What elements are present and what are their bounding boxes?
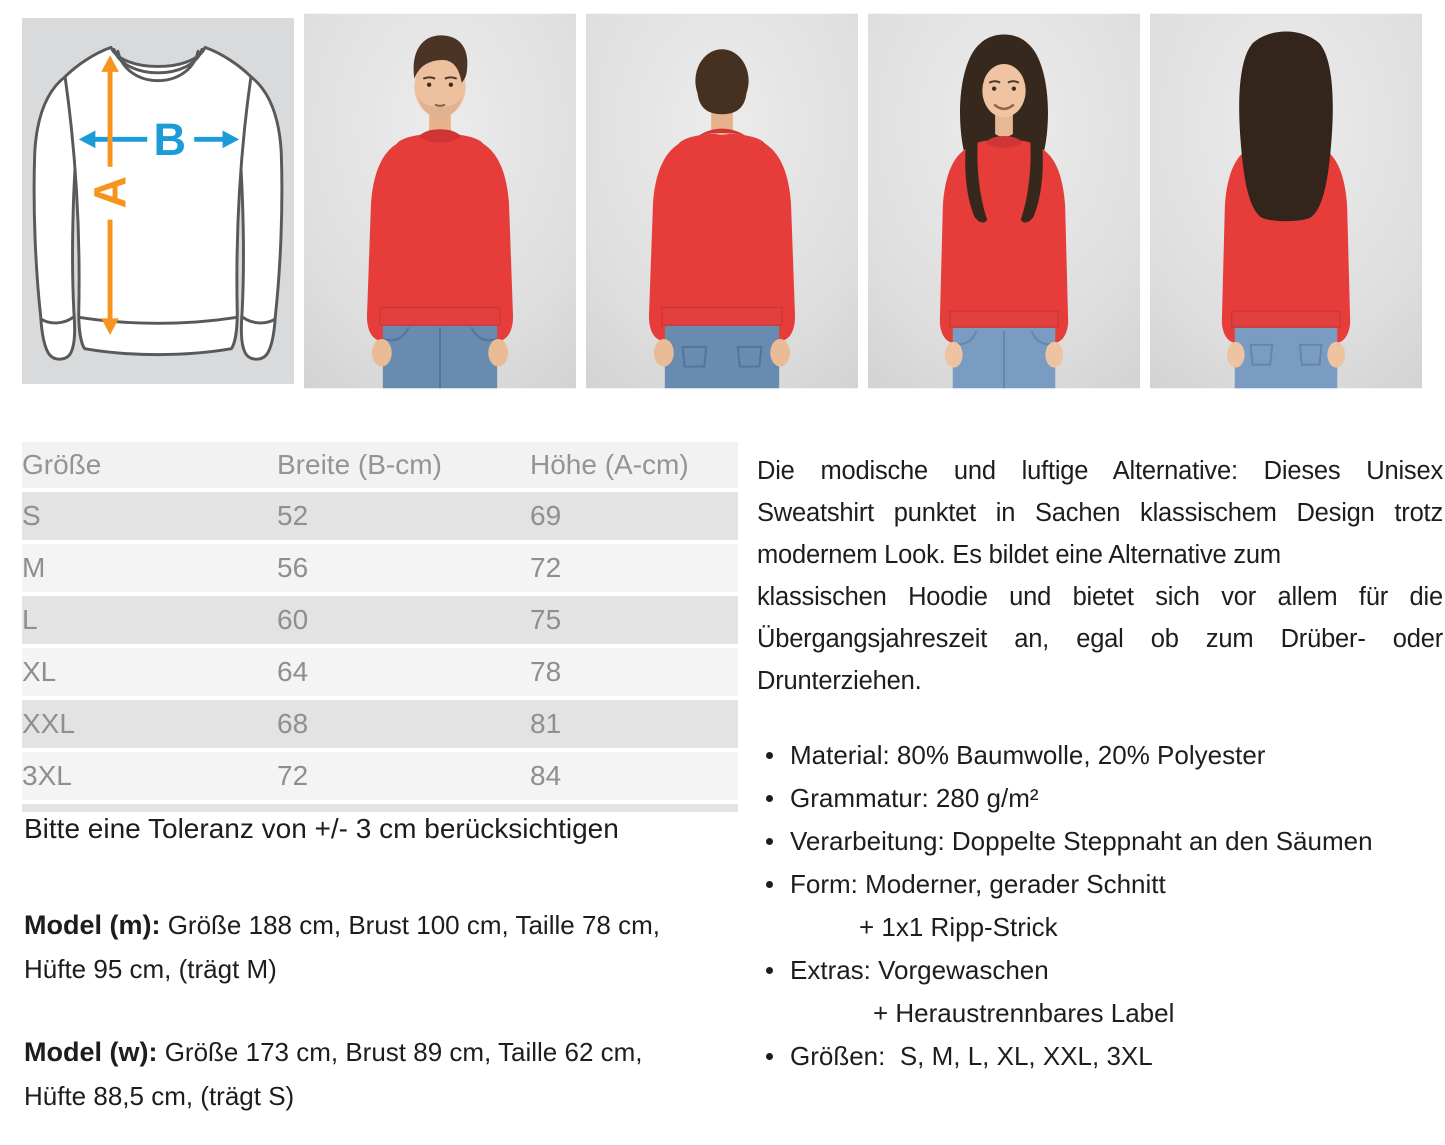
model-male-measurements: Größe 188 cm, Brust 100 cm, Taille 78 cm,: [160, 910, 660, 940]
torso: [380, 133, 500, 307]
width-cell: 68: [277, 700, 530, 752]
height-cell: 78: [530, 648, 738, 700]
size-table: [22, 442, 738, 804]
man-front-illustration: [304, 12, 576, 390]
jeans: [1235, 325, 1337, 388]
photo-man-back: [586, 12, 858, 390]
height-cell: 75: [530, 596, 738, 648]
eye-right: [1012, 86, 1016, 90]
size-row-3xl: [22, 752, 738, 804]
hand-right: [1045, 342, 1063, 368]
hand-left: [1227, 342, 1245, 368]
eye-left: [992, 86, 996, 90]
eye-right: [449, 83, 453, 87]
width-cell: 72: [277, 752, 530, 804]
model-male-label: Model (m):: [24, 910, 161, 940]
width-cell: 64: [277, 648, 530, 700]
height-cell: 69: [530, 492, 738, 544]
product-features: [757, 734, 1443, 1078]
description-line: Die modische und luftige Alternative: Dieses Unisex: [757, 457, 1443, 485]
width-cell: 56: [277, 544, 530, 596]
model-female-label: Model (w):: [24, 1037, 158, 1067]
description-line: Übergangsjahreszeit an, egal ob zum Drüber- oder: [757, 625, 1443, 653]
hem-band: [662, 307, 782, 325]
feature-material: Material: 80% Baumwolle, 20% Polyester: [757, 734, 1443, 777]
size-row-xxl: [22, 700, 738, 752]
description-line: Drunterziehen.: [757, 667, 922, 695]
size-row-xl: [22, 648, 738, 700]
sweatshirt-measurement-diagram: [22, 12, 294, 390]
photo-man-front: [304, 12, 576, 390]
size-cell: M: [22, 544, 277, 596]
woman-front-illustration: [868, 12, 1140, 390]
table-bottom-strip: [22, 804, 738, 812]
size-table-section: [22, 442, 738, 812]
column-header-height: Höhe (A-cm): [530, 442, 738, 492]
feature-extras-continuation: + Heraustrennbares Label: [873, 998, 1175, 1028]
hand-right: [488, 339, 508, 367]
photo-woman-front: [868, 12, 1140, 390]
hand-left: [945, 342, 963, 368]
model-female-line1: [24, 1030, 724, 1074]
column-header-width: Breite (B-cm): [277, 442, 530, 492]
hair-back-long: [1239, 31, 1333, 221]
feature-form-continuation: + 1x1 Ripp-Strick: [859, 912, 1058, 942]
measure-label-a: A: [84, 175, 136, 209]
hand-left: [372, 339, 392, 367]
hand-right: [1327, 342, 1345, 368]
feature-list: [757, 734, 1443, 1078]
size-row-m: [22, 544, 738, 596]
feature-grammatur: Grammatur: 280 g/m²: [757, 777, 1443, 820]
size-row-l: [22, 596, 738, 648]
size-row-s: [22, 492, 738, 544]
width-cell: 60: [277, 596, 530, 648]
hem-band: [1232, 311, 1340, 327]
feature-groessen: Größen: S, M, L, XL, XXL, 3XL: [757, 1035, 1443, 1078]
photo-woman-back: [1150, 12, 1422, 390]
woman-back-illustration: [1150, 12, 1422, 390]
man-back-illustration: [586, 12, 858, 390]
tolerance-note: Bitte eine Toleranz von +/- 3 cm berücksichtigen: [24, 813, 619, 844]
hem-band: [380, 307, 500, 325]
feature-extras: Extras: Vorgewaschen: [757, 949, 1443, 992]
hand-left: [654, 339, 674, 367]
eye-left: [427, 83, 431, 87]
column-header-size: Größe: [22, 442, 277, 492]
height-cell: 81: [530, 700, 738, 752]
model-female-measurements: Größe 173 cm, Brust 89 cm, Taille 62 cm,: [157, 1037, 643, 1067]
model-male-line1: [24, 903, 724, 947]
hem-band: [950, 311, 1058, 327]
size-cell: L: [22, 596, 277, 648]
torso-back: [662, 133, 782, 307]
size-cell: S: [22, 492, 277, 544]
feature-verarbeitung: Verarbeitung: Doppelte Steppnaht an den Säumen: [757, 820, 1443, 863]
model-male-info: [24, 903, 724, 991]
description-line: Sweatshirt punktet in Sachen klassischem Design trotz: [757, 499, 1443, 527]
feature-form: Form: Moderner, gerader Schnitt: [757, 863, 1443, 906]
size-cell: 3XL: [22, 752, 277, 804]
model-female-line2: Hüfte 88,5 cm, (trägt S): [24, 1081, 295, 1111]
height-cell: 72: [530, 544, 738, 596]
hand-right: [770, 339, 790, 367]
size-cell: XXL: [22, 700, 277, 752]
size-diagram-panel: [22, 12, 294, 390]
measure-label-b: B: [153, 114, 186, 166]
jeans: [665, 319, 779, 388]
height-cell: 84: [530, 752, 738, 804]
size-cell: XL: [22, 648, 277, 700]
model-male-line2: Hüfte 95 cm, (trägt M): [24, 954, 277, 984]
model-female-info: [24, 1030, 724, 1118]
size-table-header-row: [22, 442, 738, 492]
width-cell: 52: [277, 492, 530, 544]
description-line: modernem Look. Es bildet eine Alternative zum: [757, 541, 1281, 569]
product-description: [757, 450, 1443, 702]
description-line: klassischen Hoodie und bietet sich vor allem für die: [757, 583, 1443, 611]
product-image-strip: [22, 12, 1422, 390]
